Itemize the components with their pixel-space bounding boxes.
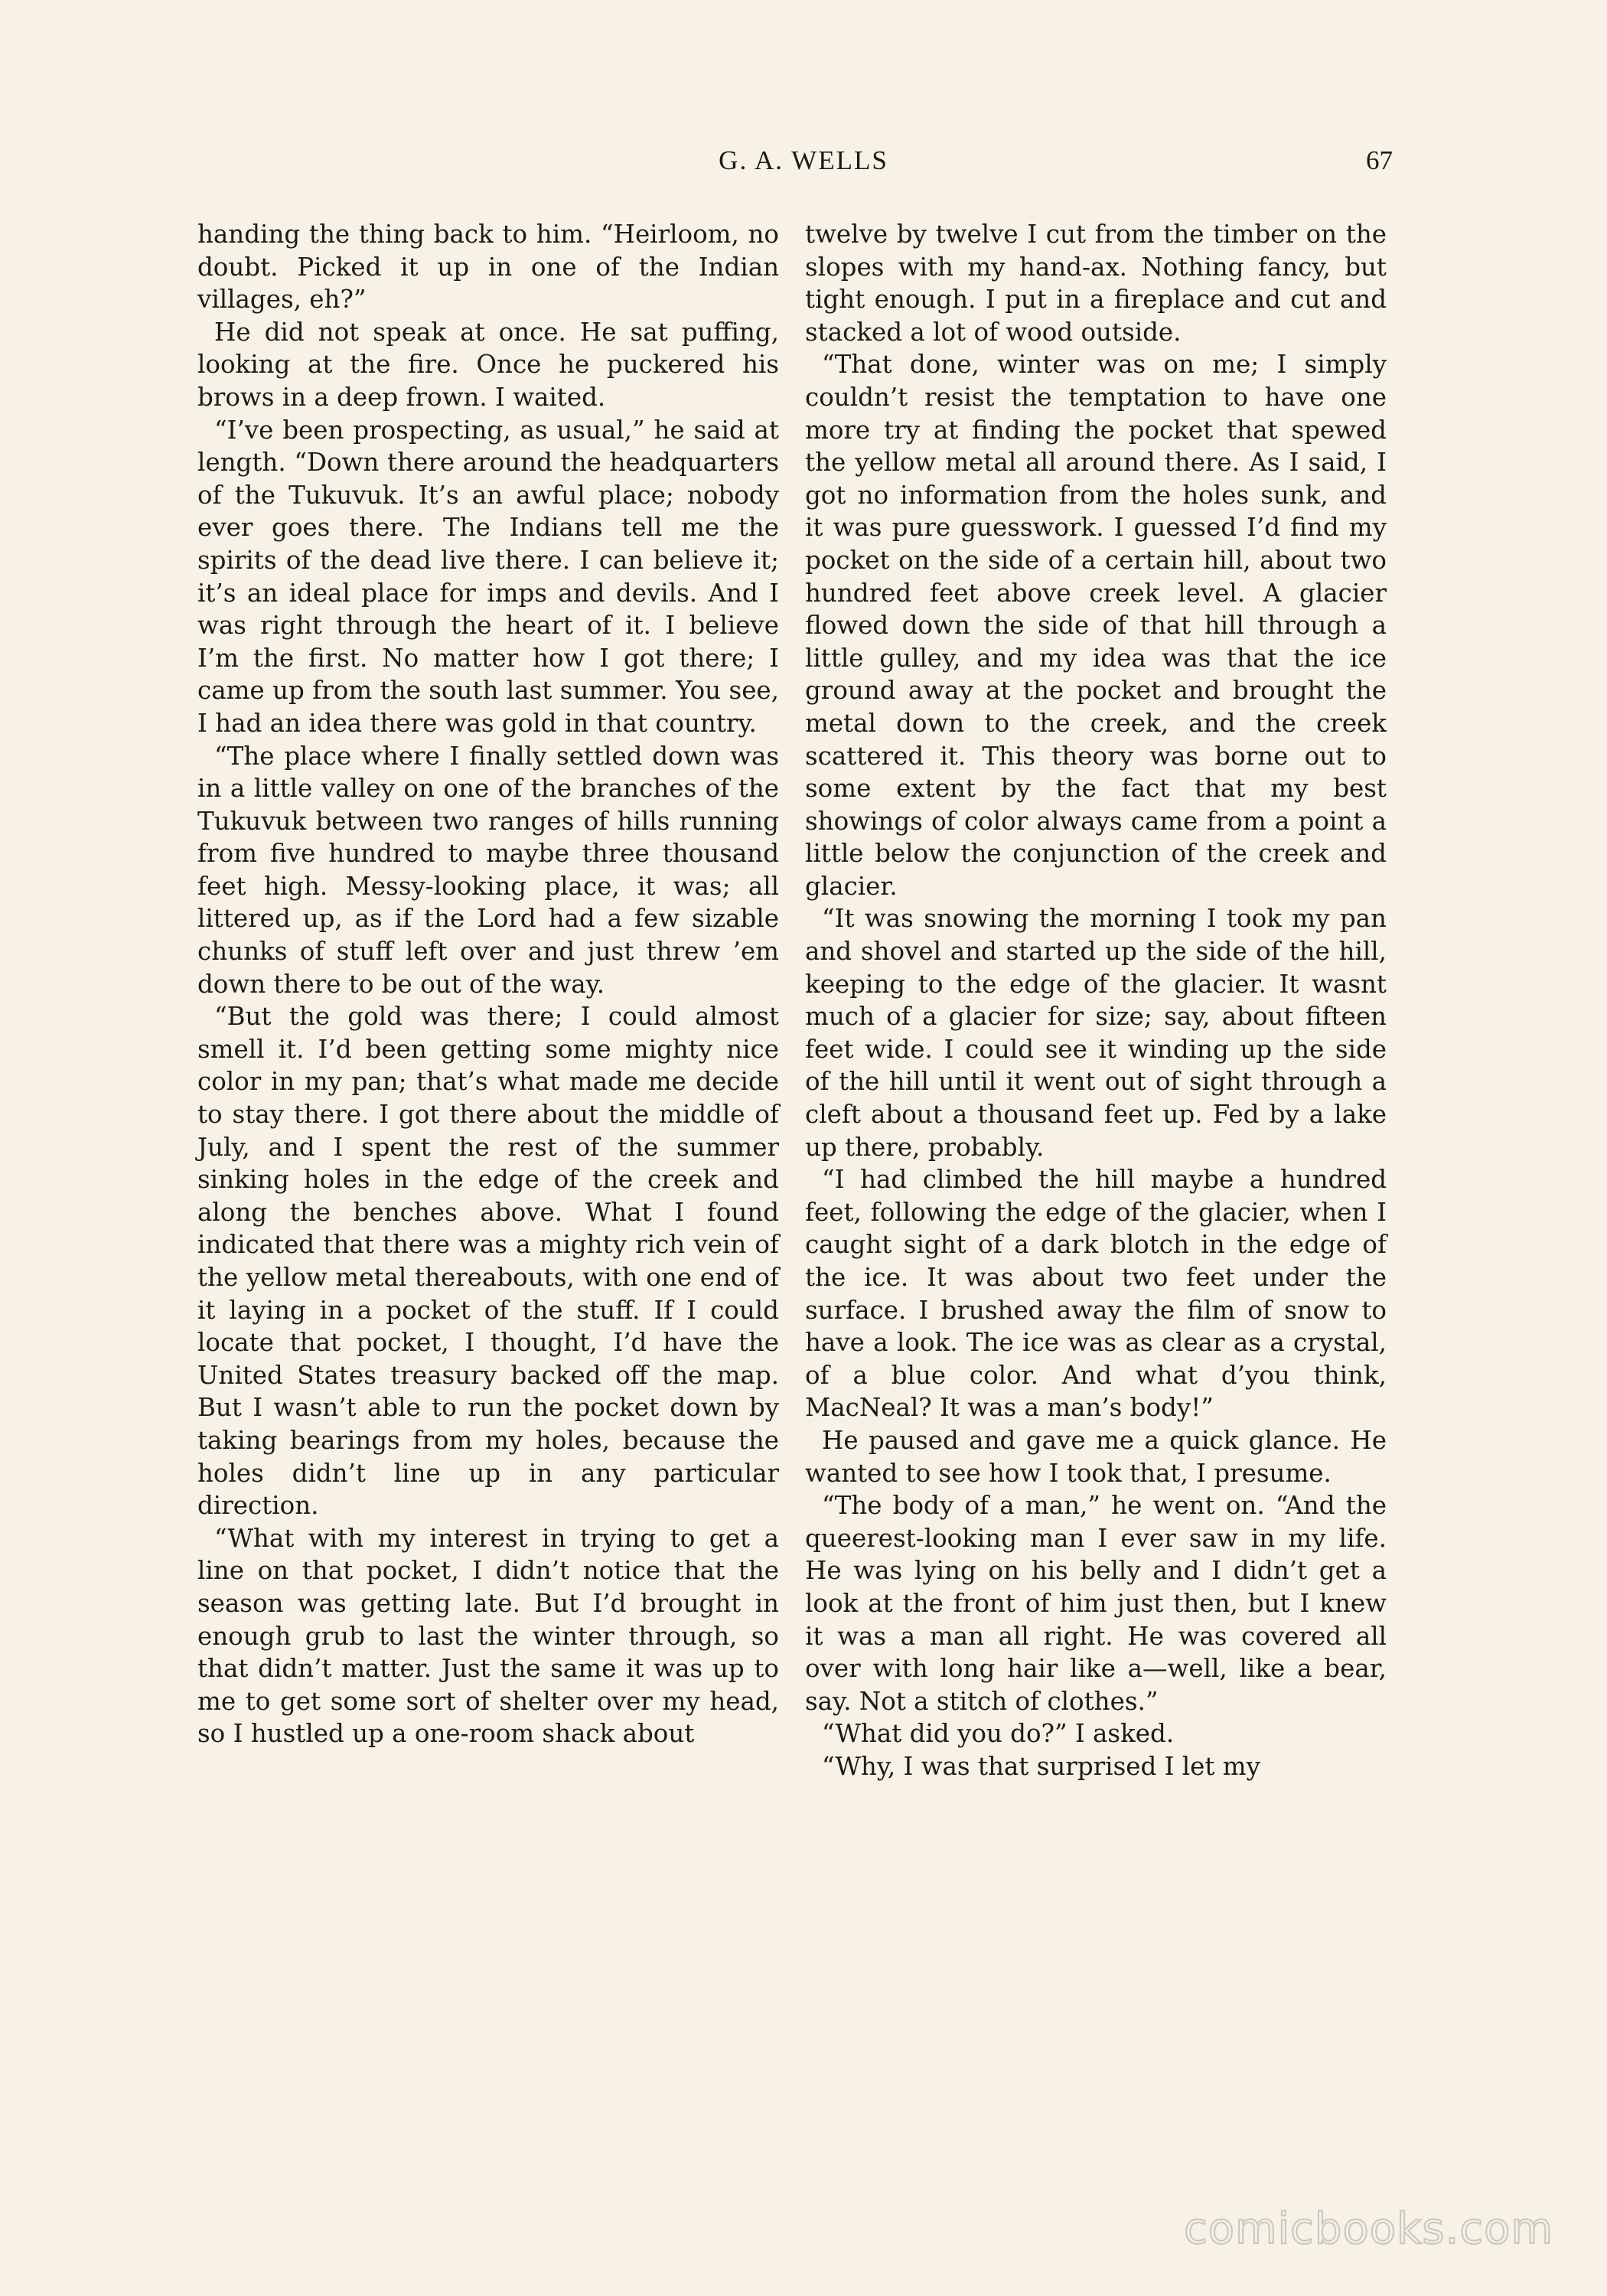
paragraph: “I’ve been prospecting, as usual,” he said at length. “Down there around the headquarters of the Tukuvuk. It’s an awful place; nobody ever goes there. The Indians tell me the spirits of the dead live there. I can believe it; it’s an ideal place for imps and devils. And I was right through the heart of it. I believe I’m the first. No matter how I got there; I came up from the south last summer. You see, I had an idea there was gold in that country. bbox=[197, 415, 779, 738]
paragraph: “I had climbed the hill maybe a hundred feet, following the edge of the glacier, when I caught sight of a dark blotch in the edge of the ice. It was about two feet under the surface. I brushed away the film of snow to have a look. The ice was as clear as a crystal, of a blue color. And what d’you think, MacNeal? It was a man’s body!” bbox=[805, 1165, 1387, 1423]
paragraph: “The place where I finally settled down was in a little valley on one of the branches of the Tukuvuk between two ranges of hills running from five hundred to maybe three thousand feet high. Messy-looking place, it was; all littered up, as if the Lord had a few sizable chunks of stuff left over and just threw ’em down there to be out of the way. bbox=[197, 741, 779, 999]
paragraph: “What with my interest in trying to get a line on that pocket, I didn’t notice that the season was getting late. But I’d brought in enough grub to last the winter through, so that didn’t matter. Just the same it was up to me to get some sort of shelter over my head, so I hustled up a one-room shack about bbox=[197, 1523, 779, 1749]
paragraph: handing the thing back to him. “Heirloom, no doubt. Picked it up in one of the Indian villages, eh?” bbox=[197, 220, 779, 315]
paragraph: twelve by twelve I cut from the timber on the slopes with my hand-ax. Nothing fancy, but tight enough. I put in a fireplace and cut and stacked a lot of wood outside. bbox=[805, 220, 1387, 347]
paragraph: “It was snowing the morning I took my pan and shovel and started up the side of the hill, keeping to the edge of the glacier. It wasnt much of a glacier for size; say, about fifteen feet wide. I could see it winding up the side of the hill until it went out of sight through a cleft about a thousand feet up. Fed by a lake up there, probably. bbox=[805, 904, 1387, 1162]
left-column bbox=[197, 218, 779, 1750]
paragraph: “But the gold was there; I could almost smell it. I’d been getting some mighty nice color in my pan; that’s what made me decide to stay there. I got there about the middle of July, and I spent the rest of the summer sinking holes in the edge of the creek and along the benches above. What I found indicated that there was a mighty rich vein of the yellow metal thereabouts, with one end of it laying in a pocket of the stuff. If I could locate that pocket, I thought, I’d have the United States treasury backed off the map. But I wasn’t able to run the pocket down by taking bearings from my holes, because the holes didn’t line up in any particular direction. bbox=[197, 1002, 779, 1521]
running-head bbox=[0, 145, 1607, 184]
paragraph: He paused and gave me a quick glance. He wanted to see how I took that, I presume. bbox=[805, 1425, 1387, 1488]
author-heading: G. A. WELLS bbox=[719, 145, 888, 175]
right-column bbox=[805, 218, 1387, 1783]
paragraph: “That done, winter was on me; I simply couldn’t resist the temptation to have one more try at finding the pocket that spewed the yellow metal all around there. As I said, I got no information from the holes sunk, and it was pure guesswork. I guessed I’d find my pocket on the side of a certain hill, about two hundred feet above creek level. A glacier flowed down the side of that hill through a little gulley, and my idea was that the ice ground away at the pocket and brought the metal down to the creek, and the creek scattered it. This theory was borne out to some extent by the fact that my best showings of color always came from a point a little below the conjunction of the creek and glacier. bbox=[805, 350, 1387, 901]
paragraph: “The body of a man,” he went on. “And the queerest-looking man I ever saw in my life. He was lying on his belly and I didn’t get a look at the front of him just then, but I knew it was a man all right. He was covered all over with long hair like a—well, like a bear, say. Not a stitch of clothes.” bbox=[805, 1491, 1387, 1716]
paragraph: “Why, I was that surprised I let my bbox=[822, 1751, 1260, 1781]
paragraph: “What did you do?” I asked. bbox=[822, 1719, 1175, 1749]
page-number: 67 bbox=[1366, 145, 1393, 175]
paragraph: He did not speak at once. He sat puffing, looking at the fire. Once he puckered his brows in a deep frown. I waited. bbox=[197, 317, 779, 412]
watermark: comicbooks.com bbox=[1183, 2204, 1553, 2254]
